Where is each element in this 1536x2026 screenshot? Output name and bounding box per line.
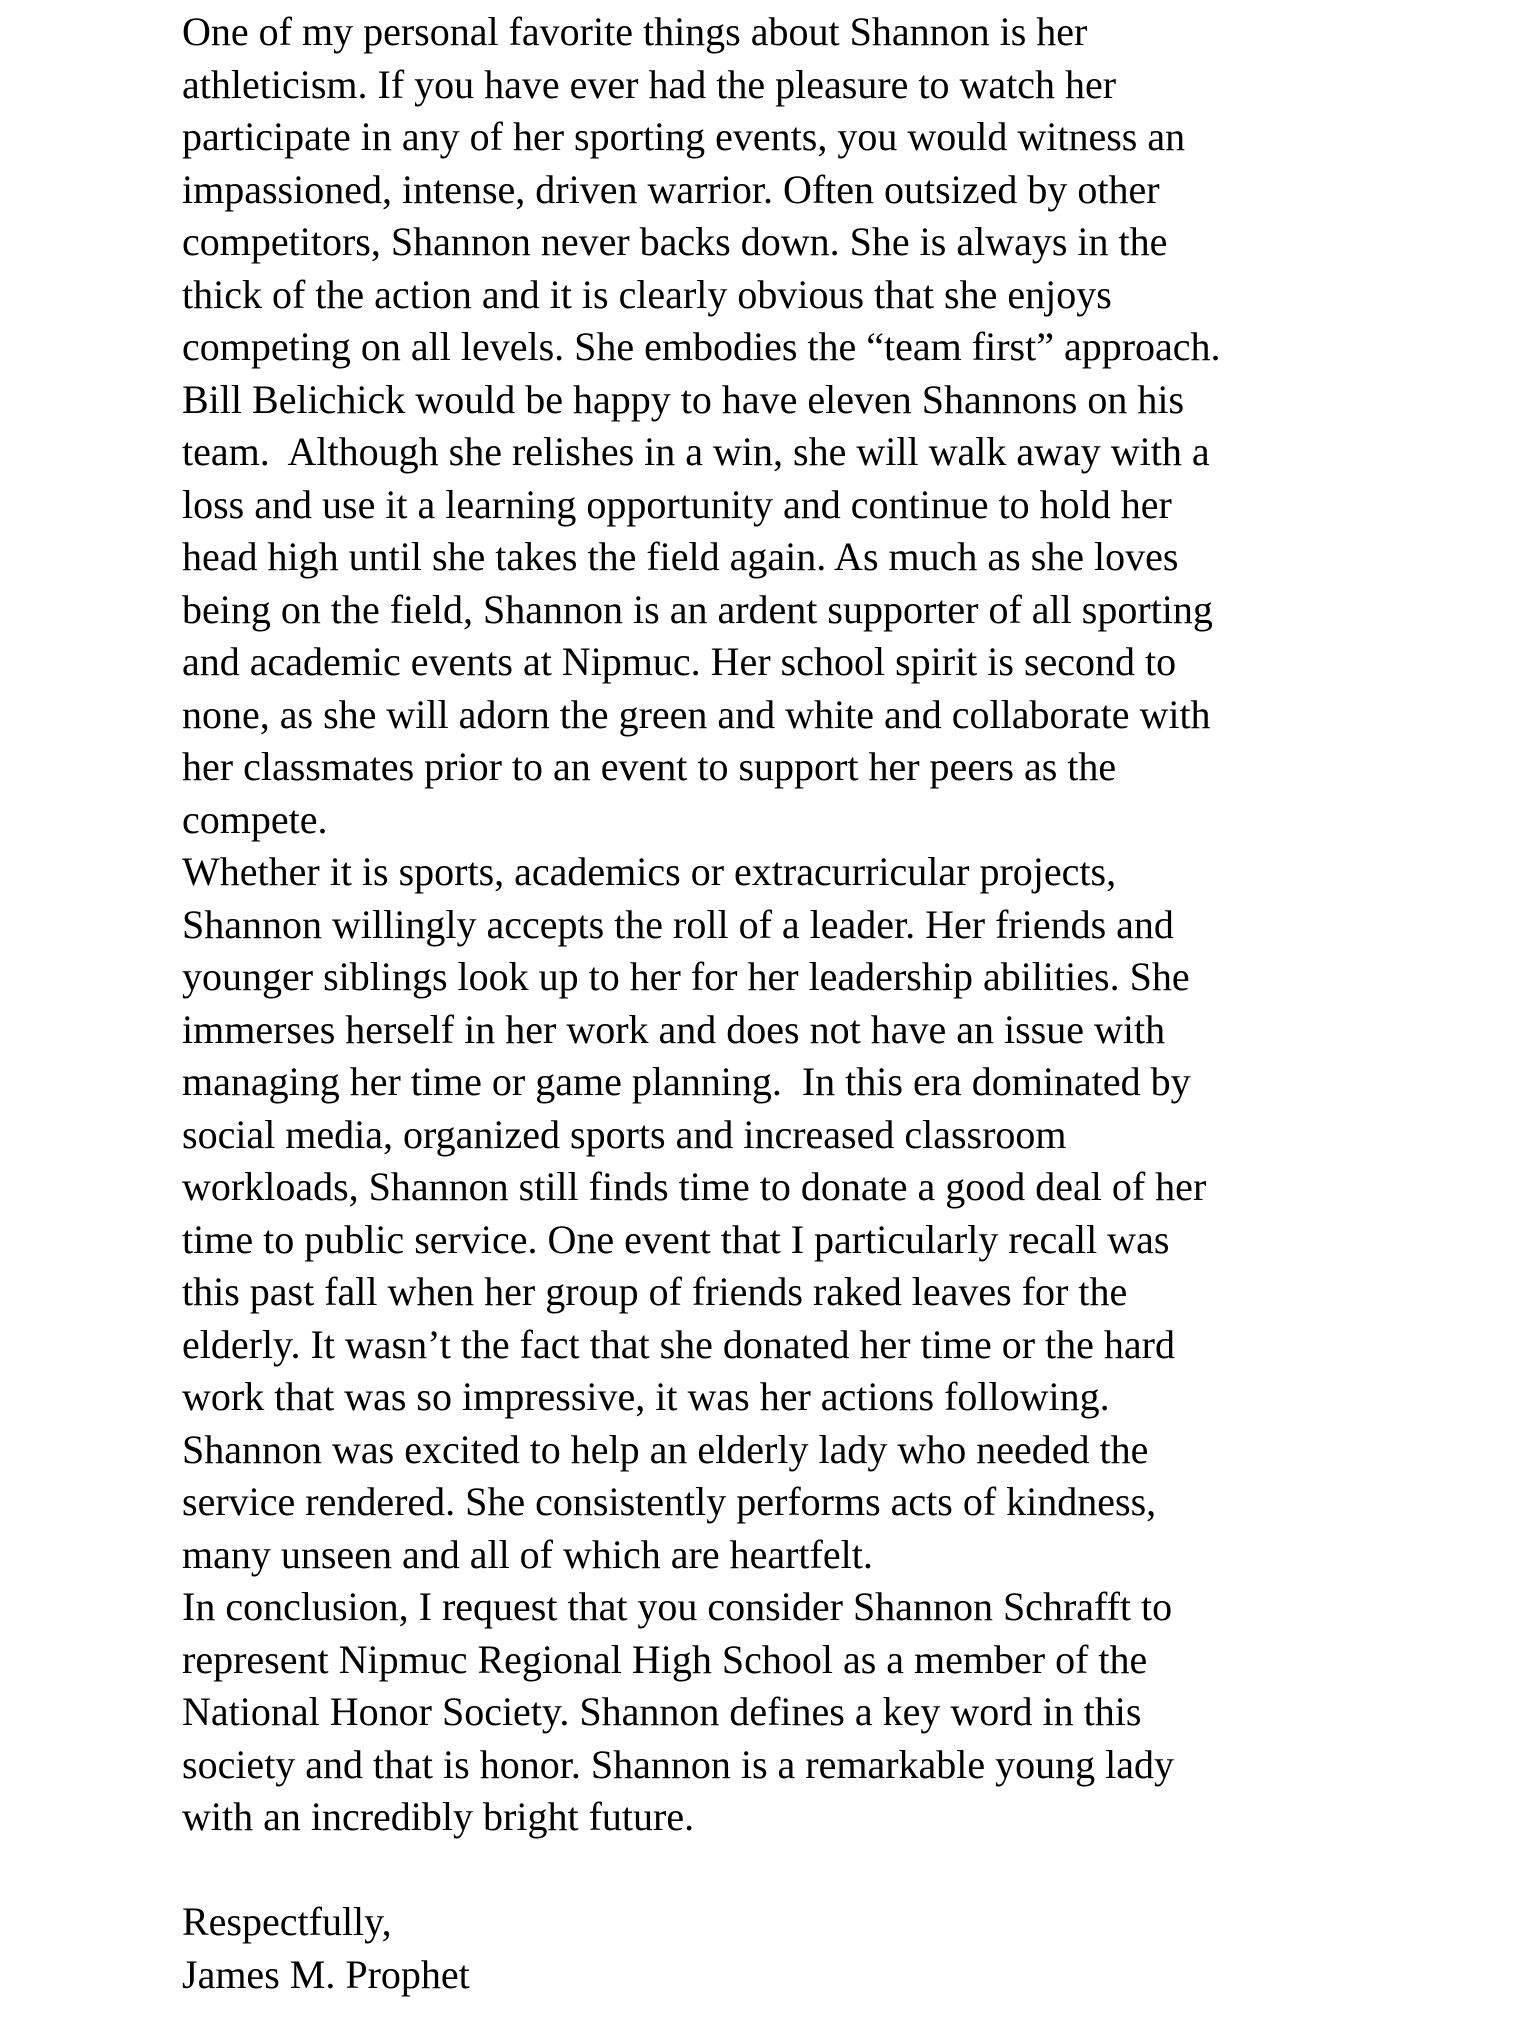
text-line: being on the field, Shannon is an ardent supporter of all sporting (182, 586, 1213, 632)
text-line: Bill Belichick would be happy to have eleven Shannons on his (182, 376, 1185, 422)
text-line: immerses herself in her work and does not have an issue with (182, 1006, 1166, 1052)
text-line: thick of the action and it is clearly obvious that she enjoys (182, 271, 1112, 317)
text-line: represent Nipmuc Regional High School as a member of the (182, 1636, 1148, 1682)
text-line: workloads, Shannon still finds time to donate a good deal of her (182, 1164, 1207, 1209)
closing-salutation: Respectfully, (182, 1899, 392, 1944)
text-line: Shannon was excited to help an elderly lady who needed the (182, 1426, 1149, 1472)
text-line: athleticism. If you have ever had the pleasure to watch her (182, 61, 1117, 107)
text-line: Whether it is sports, academics or extracurricular projects, (182, 849, 1117, 894)
text-line: work that was so impressive, it was her actions following. (182, 1374, 1110, 1419)
text-line: her classmates prior to an event to support her peers as the (182, 744, 1117, 789)
text-line: social media, organized sports and increased classroom (182, 1111, 1067, 1157)
text-line: team. Although she relishes in a win, she will walk away with a (182, 429, 1210, 474)
text-line: time to public service. One event that I particularly recall was (182, 1216, 1170, 1262)
text-line: elderly. It wasn’t the fact that she donated her time or the hard (182, 1321, 1175, 1367)
text-line: head high until she takes the field again. As much as she loves (182, 534, 1179, 579)
text-line: participate in any of her sporting events, you would witness an (182, 114, 1186, 159)
text-line: with an incredibly bright future. (182, 1794, 695, 1839)
text-line: service rendered. She consistently performs acts of kindness, (182, 1479, 1157, 1524)
text-line: and academic events at Nipmuc. Her school spirit is second to (182, 639, 1177, 684)
text-line: One of my personal favorite things about Shannon is her (182, 9, 1088, 54)
text-line: National Honor Society. Shannon defines a key word in this (182, 1689, 1142, 1734)
text-line: compete. (182, 796, 328, 842)
text-line: In conclusion, I request that you consider Shannon Schrafft to (182, 1584, 1173, 1629)
blank-line-spacer (182, 1844, 1482, 1897)
letter-document (182, 6, 1482, 2001)
text-line: competing on all levels. She embodies the “team first” approach. (182, 324, 1221, 369)
paragraph-conclusion (182, 1581, 1482, 1844)
paragraph-leadership-service (182, 846, 1482, 1581)
text-line: competitors, Shannon never backs down. She is always in the (182, 219, 1168, 264)
text-line: loss and use it a learning opportunity and continue to hold her (182, 481, 1172, 527)
text-line: Shannon willingly accepts the roll of a leader. Her friends and (182, 901, 1174, 947)
letter-closing (182, 1896, 1482, 2001)
signature-name: James M. Prophet (182, 1951, 470, 1997)
text-line: this past fall when her group of friends raked leaves for the (182, 1269, 1128, 1314)
paragraph-athleticism (182, 6, 1482, 846)
text-line: younger siblings look up to her for her leadership abilities. She (182, 954, 1190, 999)
text-line: impassioned, intense, driven warrior. Often outsized by other (182, 166, 1160, 212)
text-line: many unseen and all of which are heartfelt. (182, 1531, 873, 1577)
text-line: managing her time or game planning. In this era dominated by (182, 1059, 1191, 1104)
text-line: society and that is honor. Shannon is a remarkable young lady (182, 1741, 1175, 1787)
text-line: none, as she will adorn the green and white and collaborate with (182, 691, 1211, 737)
